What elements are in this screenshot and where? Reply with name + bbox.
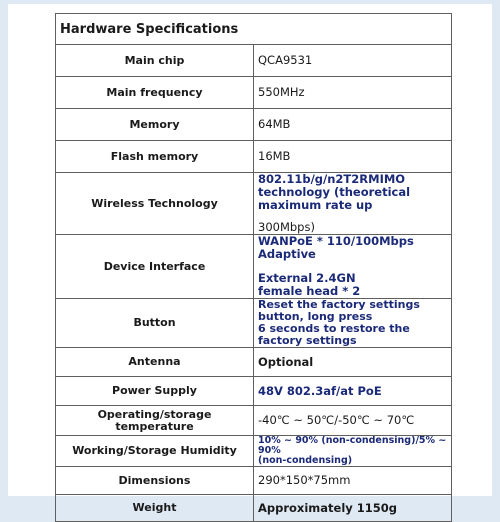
row-value	[254, 173, 452, 235]
table-row	[56, 45, 452, 77]
row-value: Reset the factory settings button, long press 6 seconds to restore the factory settings	[254, 299, 452, 348]
table-row	[56, 141, 452, 173]
table-row	[56, 109, 452, 141]
table-header-row	[56, 14, 452, 45]
row-value: 550MHz	[254, 77, 452, 109]
row-value: 290*150*75mm	[254, 467, 452, 495]
table-row	[56, 299, 452, 348]
table-row	[56, 348, 452, 377]
row-value-line: External 2.4GN female head * 2	[258, 271, 361, 298]
row-value: 16MB	[254, 141, 452, 173]
row-label: Main chip	[56, 45, 254, 77]
row-label: Working/Storage Humidity	[56, 436, 254, 467]
row-value: QCA9531	[254, 45, 452, 77]
row-value: Approximately 1150g	[254, 495, 452, 522]
row-label: Device Interface	[56, 235, 254, 299]
row-value: 10% ~ 90% (non-condensing)/5% ~ 90% (non-condensing)	[254, 436, 452, 467]
row-label: Memory	[56, 109, 254, 141]
row-label: Main frequency	[56, 77, 254, 109]
row-label: Button	[56, 299, 254, 348]
table-row	[56, 495, 452, 522]
row-label: Flash memory	[56, 141, 254, 173]
row-value: Optional	[254, 348, 452, 377]
row-label: Operating/storage temperature	[56, 406, 254, 436]
table-row	[56, 436, 452, 467]
row-value	[254, 235, 452, 299]
table-row	[56, 467, 452, 495]
hardware-spec-table	[55, 13, 452, 522]
row-value-line: WANPoE * 110/100Mbps Adaptive	[258, 234, 414, 261]
row-label: Weight	[56, 495, 254, 522]
row-label: Antenna	[56, 348, 254, 377]
spec-sheet	[8, 4, 492, 515]
table-row	[56, 406, 452, 436]
table-title: Hardware Specifications	[56, 14, 452, 45]
row-label: Wireless Technology	[56, 173, 254, 235]
row-label: Power Supply	[56, 377, 254, 406]
row-value: -40℃ ~ 50℃/-50℃ ~ 70℃	[254, 406, 452, 436]
row-value-line: 802.11b/g/n2T2RMIMO technology (theoretical maximum rate up	[258, 172, 411, 212]
table-row	[56, 77, 452, 109]
table-row	[56, 235, 452, 299]
row-label: Dimensions	[56, 467, 254, 495]
table-row	[56, 173, 452, 235]
row-value: 48V 802.3af/at PoE	[254, 377, 452, 406]
table-row	[56, 377, 452, 406]
row-value: 64MB	[254, 109, 452, 141]
row-value-line: 300Mbps)	[258, 220, 315, 234]
